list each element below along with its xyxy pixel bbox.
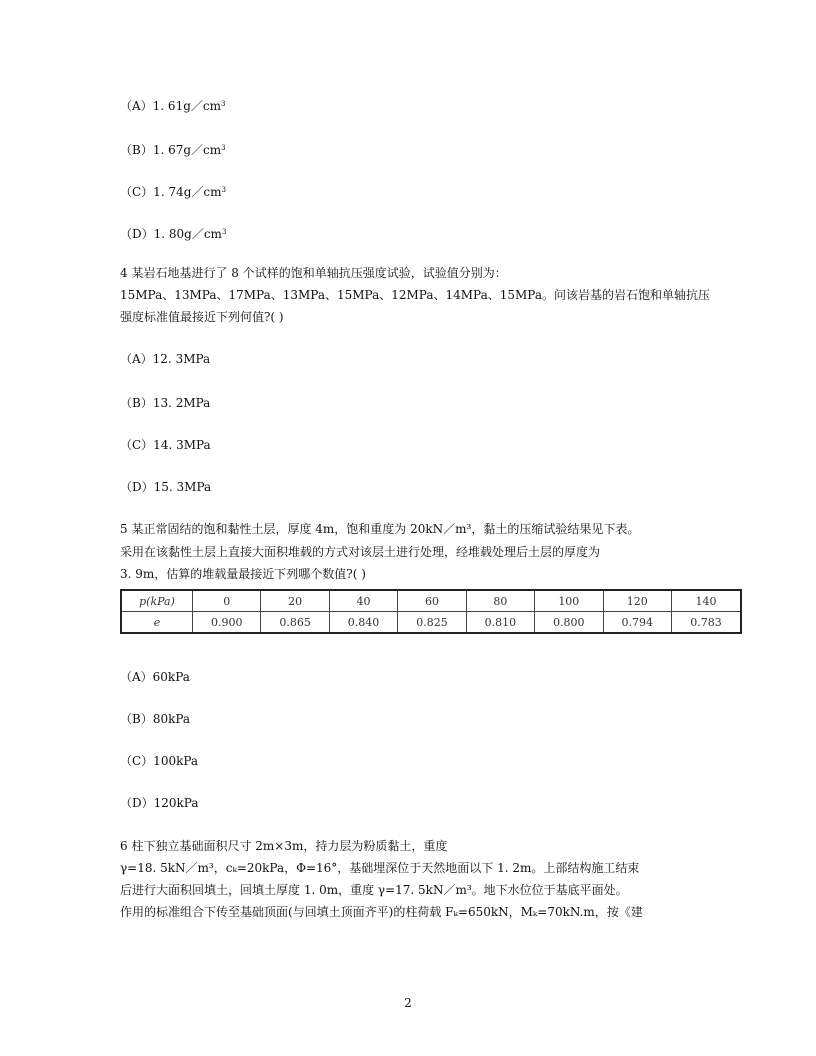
table-row-p [121, 590, 741, 612]
q5-option-d: （D）120kPa [120, 796, 199, 810]
q4-option-a: （A）12. 3MPa [120, 352, 211, 366]
q3-option-a: （A）1. $61g/cm^3$ [120, 99, 226, 113]
table-cell: 120 [603, 590, 671, 612]
table-cell: 0.900 [193, 612, 261, 634]
table-cell: 0.783 [671, 612, 741, 634]
table-cell: 0.794 [603, 612, 671, 634]
q6-stem-line: γ=18. 5kN／m³，cₖ=20kPa，Φ=16°，基础埋深位于天然地面以下 1. 2m。上部结构施工结束 [120, 861, 640, 875]
q4-option-c: （C）14. 3MPa [120, 438, 211, 452]
table-cell: 40 [329, 590, 397, 612]
q3-option-b: （B）1. $67g/cm^3$ [120, 143, 226, 157]
q5-stem-line: 采用在该黏性土层上直接大面积堆载的方式对该层土进行处理，经堆载处理后土层的厚度为 [120, 545, 601, 559]
q4-stem-line: 4 某岩石地基进行了 8 个试样的饱和单轴抗压强度试验，试验值分别为： [120, 266, 507, 280]
q4-stem-line: 15MPa、13MPa、17MPa、13MPa、15MPa、12MPa、14MPa、15MPa。问该岩基的岩石饱和单轴抗压 [120, 288, 710, 302]
q6-stem-line: 6 柱下独立基础面积尺寸 2m×3m，持力层为粉质黏土，重度 [120, 839, 448, 853]
table-cell: 60 [398, 590, 466, 612]
q5-option-b: （B）80kPa [120, 712, 191, 726]
table-cell: 0.800 [535, 612, 603, 634]
q3-option-c: （C）1. $74g/cm^3$ [120, 185, 226, 199]
table-cell: 140 [671, 590, 741, 612]
q6-stem-line: 作用的标准组合下传至基础顶面(与回填土顶面齐平)的柱荷载 Fₖ=650kN，Mₖ=70kN.m，按《建 [120, 905, 643, 919]
q4-option-d: （D）15. 3MPa [120, 480, 212, 494]
table-cell: 0.865 [261, 612, 329, 634]
q5-stem-line: 5 某正常固结的饱和黏性土层，厚度 4m，饱和重度为 20kN／m³，黏土的压缩试验结果见下表。 [120, 522, 640, 536]
q5-option-c: （C）100kPa [120, 754, 199, 768]
table-cell: 0.810 [466, 612, 534, 634]
page-number: 2 [404, 996, 412, 1010]
q4-stem-line: 强度标准值最接近下列何值?( ) [120, 310, 284, 324]
table-cell: 100 [535, 590, 603, 612]
table-cell: 0 [193, 590, 261, 612]
row-header-e: e [121, 612, 193, 634]
q6-stem-line: 后进行大面积回填土，回填土厚度 1. 0m，重度 γ=17. 5kN／m³。地下水位位于基底平面处。 [120, 883, 628, 897]
table-cell: 0.840 [329, 612, 397, 634]
row-header-p: p(kPa) [121, 590, 193, 612]
table-cell: 20 [261, 590, 329, 612]
q5-stem-line: 3. 9m，估算的堆载量最接近下列哪个数值?( ) [120, 567, 366, 581]
compression-test-table [120, 589, 742, 634]
table-cell: 0.825 [398, 612, 466, 634]
table-row-e [121, 612, 741, 634]
q4-option-b: （B）13. 2MPa [120, 396, 211, 410]
q3-option-d: （D）1. $80g/cm^3$ [120, 227, 227, 241]
q5-option-a: （A）60kPa [120, 670, 190, 684]
table-cell: 80 [466, 590, 534, 612]
